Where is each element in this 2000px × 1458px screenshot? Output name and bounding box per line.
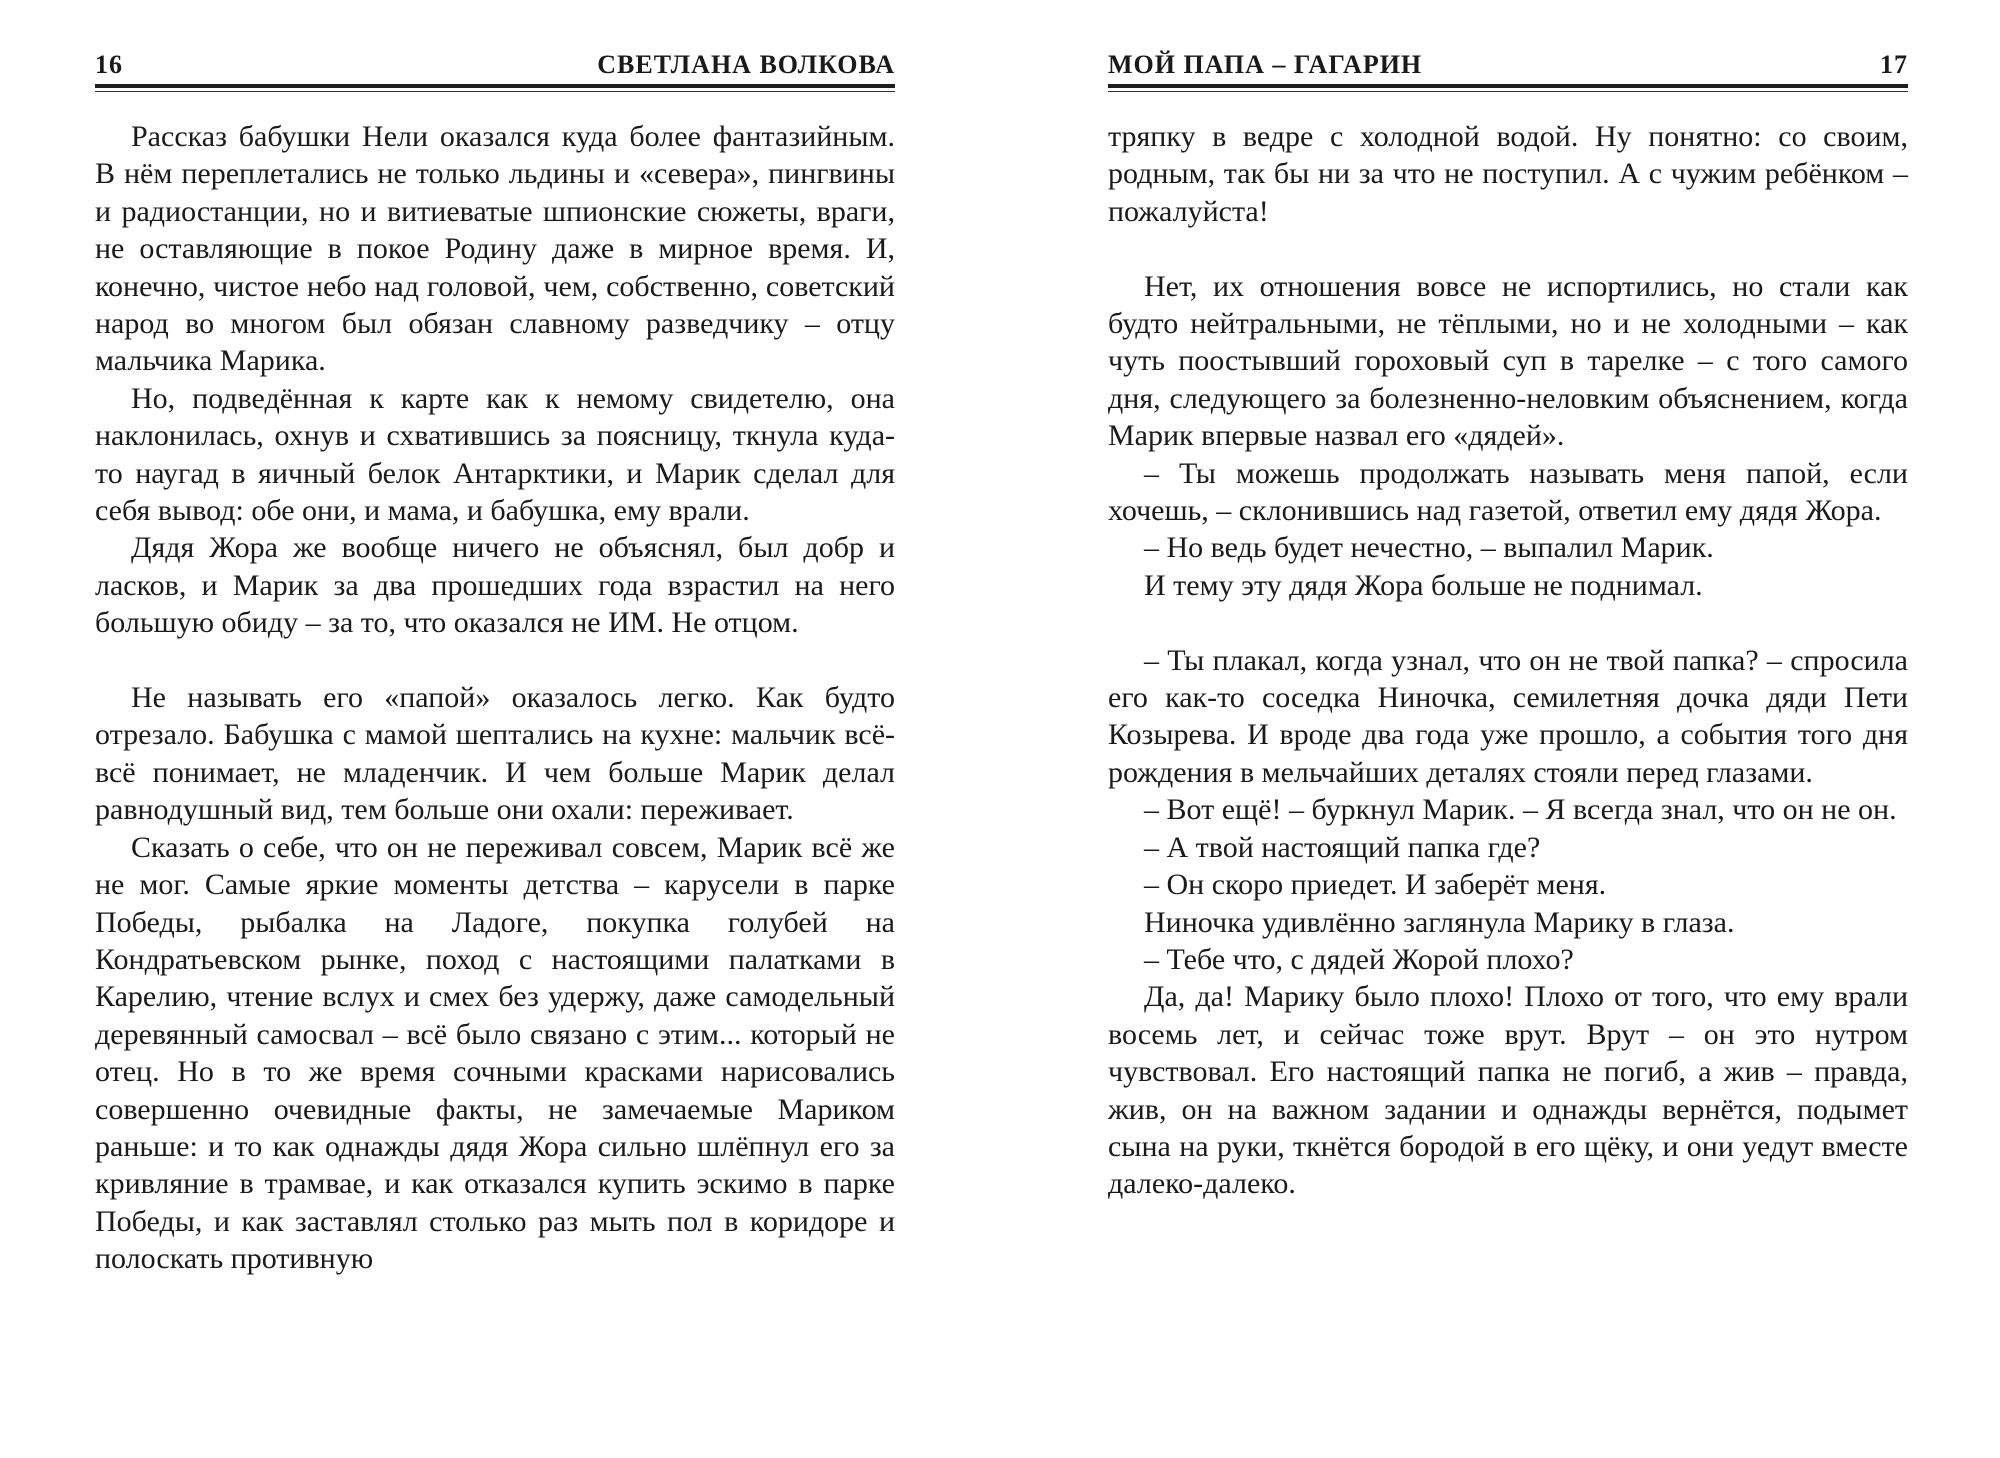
page-number: 17 [1880,50,1908,79]
paragraph: Не называть его «папой» оказалось легко. Как будто отрезало. Бабушка с мамой шептались на кухне: мальчик всё-всё понимает, не младенчик. И чем больше Марик делал равнодушный вид, тем больше они охали: переживает. [95,681,895,827]
running-header [1108,50,1908,82]
header-rule [1108,84,1908,93]
section-break [95,642,895,679]
dialogue-line: – Тебе что, с дядей Жорой плохо? [1144,942,1574,976]
header-rule [95,84,895,93]
paragraph: тряпку в ведре с холодной водой. Ну понятно: со своим, родным, так бы ни за что не поступил. А с чужим ребёнком – пожалуйста! [1108,120,1908,228]
dialogue-line: – Ты можешь продолжать называть меня папой, если хочешь, – склонившись над газетой, ответил ему дядя Жора. [1108,456,1908,528]
paragraph: Но, подведённая к карте как к немому свидетелю, она наклонилась, охнув и схватившись за поясницу, ткнула куда-то наугад в яичный белок Антарктики, и Марик сделал для себя вывод: обе они, и мама, и бабушка, ему врали. [95,381,895,528]
paragraph: Нет, их отношения вовсе не испортились, но стали как будто нейтральными, не тёплыми, но и не холодными – как чуть поостывший гороховый суп в тарелке – с того самого дня, следующего за болезненно-неловким объяснением, когда Марик впервые назвал его «дядей». [1108,269,1908,453]
paragraph: Рассказ бабушки Нели оказался куда более фантазийным. В нём переплетались не только льдины и «севера», пингвины и радиостанции, но и витиеватые шпионские сюжеты, враги, не оставляющие в покое Родину даже в мирное время. И, конечно, чистое небо над головой, чем, собственно, советский народ во многом был обязан славному разведчику – отцу мальчика Марика. [95,120,895,378]
page-body [95,118,895,1278]
dialogue-line: – Вот ещё! – буркнул Марик. – Я всегда знал, что он не он. [1144,793,1897,827]
dialogue-line: – Он скоро приедет. И заберёт меня. [1144,868,1607,902]
dialogue-line: – Но ведь будет нечестно, – выпалил Марик. [1144,531,1714,565]
right-page [1108,0,1908,1458]
page-body [1108,118,1908,1203]
page-number: 16 [95,50,123,79]
paragraph: Ниночка удивлённо заглянула Марику в глаза. [1144,905,1735,939]
dialogue-line: – Ты плакал, когда узнал, что он не твой папка? – спросила его как-то соседка Ниночка, семилетняя дочка дяди Пети Козырева. И вроде два года уже прошло, а события того дня рождения в мельчайших деталях стояли перед глазами. [1108,643,1908,789]
paragraph: Да, да! Марику было плохо! Плохо от того, что ему врали восемь лет, и сейчас тоже врут. Врут – он это нутром чувствовал. Его настоящий папка не погиб, а жив – правда, жив, он на важном задании и однажды вернётся, подымет сына на руки, ткнётся бородой в его щёку, и они уедут вместе далеко-далеко. [1108,980,1908,1201]
section-break [1108,230,1908,267]
section-break [1108,604,1908,641]
running-head-author: СВЕТЛАНА ВОЛКОВА [597,50,895,79]
running-head-title: МОЙ ПАПА – ГАГАРИН [1108,50,1423,79]
dialogue-line: – А твой настоящий папка где? [1144,830,1541,864]
left-page [95,0,895,1458]
paragraph: И тему эту дядя Жора больше не поднимал. [1144,568,1703,602]
paragraph: Сказать о себе, что он не переживал совсем, Марик всё же не мог. Самые яркие моменты детства – карусели в парке Победы, рыбалка на Ладоге, покупка голубей на Кондратьевском рынке, поход с настоящими палатками в Карелию, чтение вслух и смех без удержу, даже самодельный деревянный самосвал – всё было связано с этим... который не отец. Но в то же время сочными красками нарисовались совершенно очевидные факты, не замечаемые Мариком раньше: и то как однажды дядя Жора сильно шлёпнул его за кривляние в трамвае, и как отказался купить эскимо в парке Победы, и как заставлял столько раз мыть пол в коридоре и полоскать противную [95,830,895,1276]
running-header [95,50,895,82]
paragraph: Дядя Жора же вообще ничего не объяснял, был добр и ласков, и Марик за два прошедших года взрастил на него большую обиду – за то, что оказался не ИМ. Не отцом. [95,531,895,640]
